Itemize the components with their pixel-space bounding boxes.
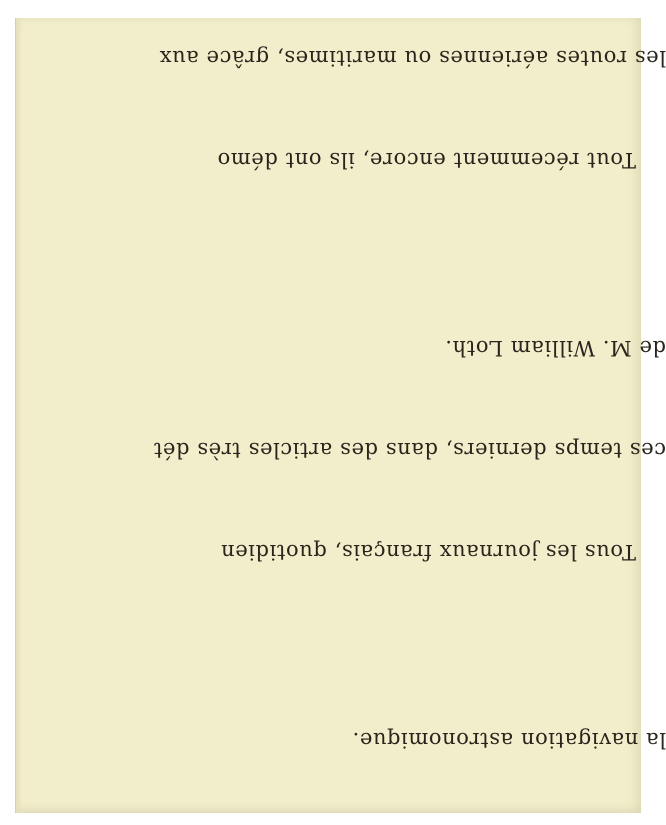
document-page (15, 18, 666, 813)
text-line: de M. William Loth. (444, 336, 666, 360)
text-line: la navigation astronomique. (352, 728, 666, 752)
text-line: Tout récemment encore, ils ont démo (217, 148, 636, 172)
upside-down-text-block (16, 18, 666, 813)
text-line: Tous les journaux français, quotidien (220, 540, 636, 564)
text-line: ces temps derniers, dans des articles très dét (153, 438, 666, 462)
text-line: les routes aériennes ou maritimes, grâce aux (159, 46, 666, 70)
body-text (26, 0, 666, 825)
